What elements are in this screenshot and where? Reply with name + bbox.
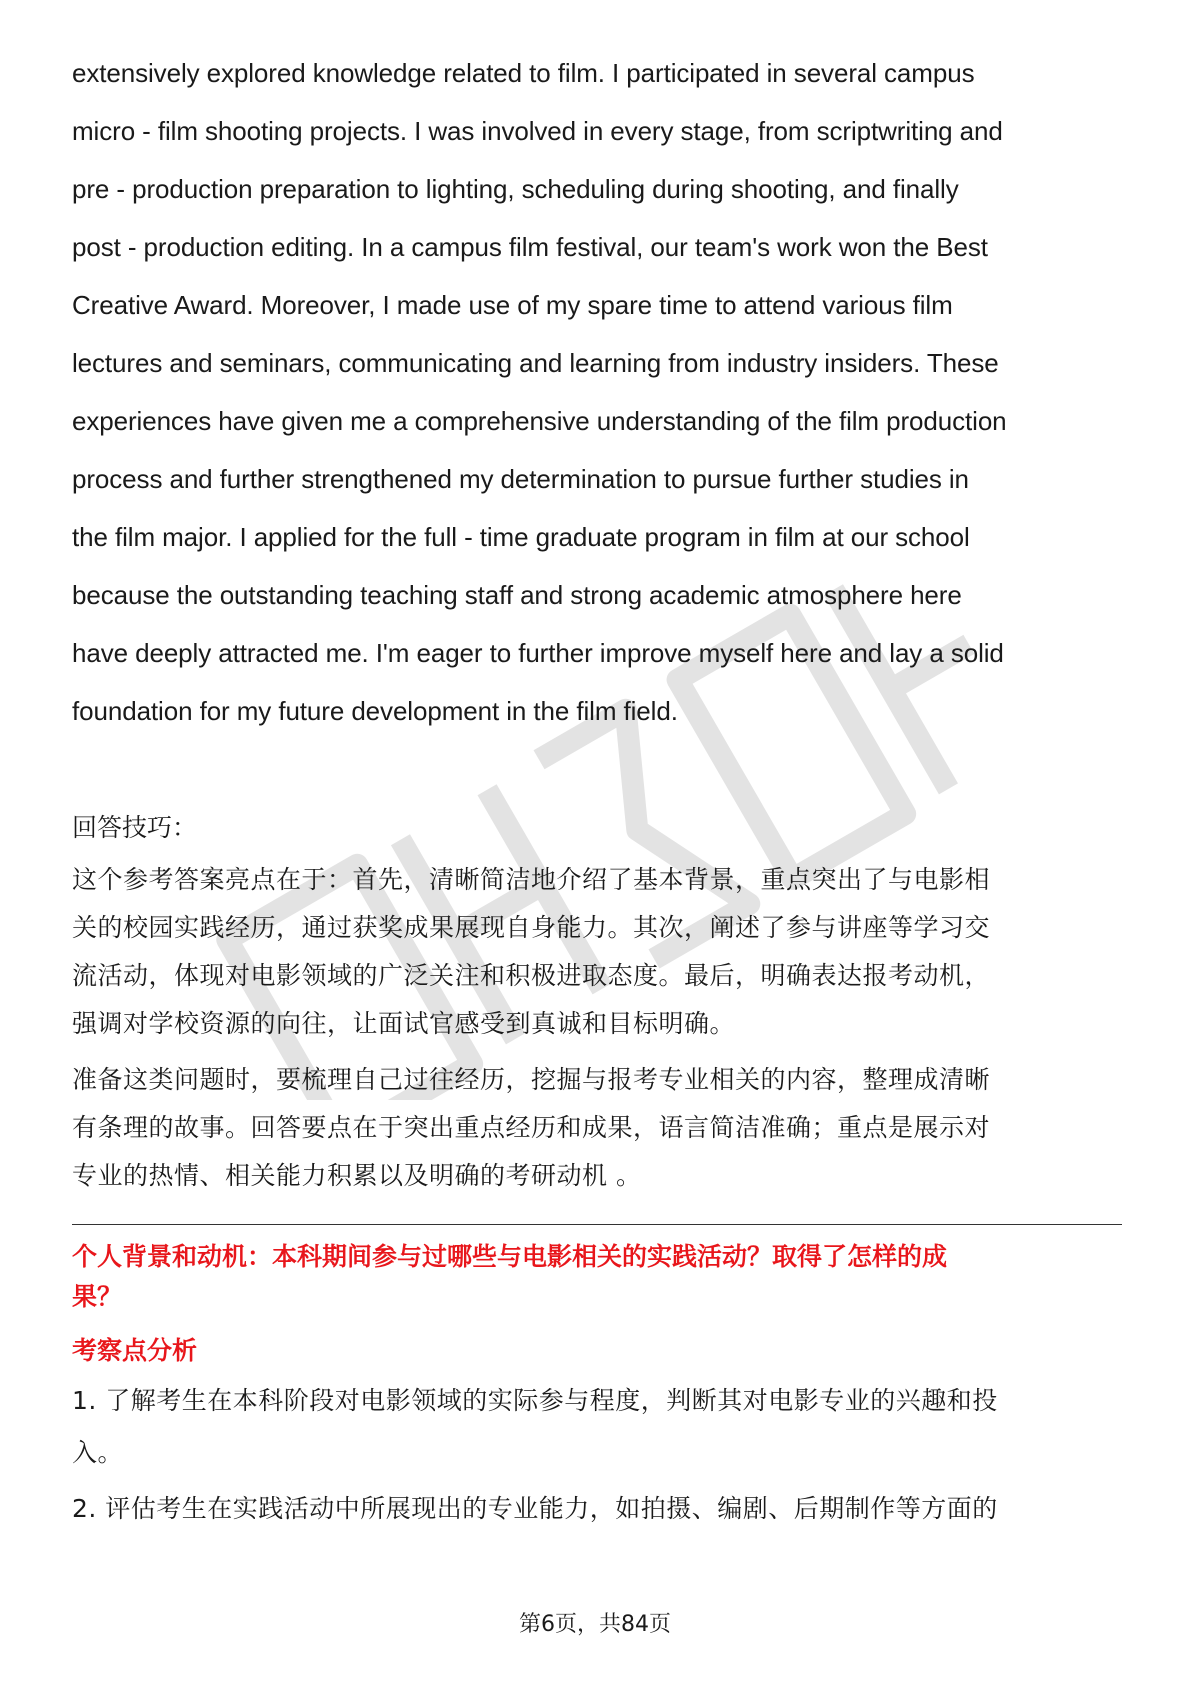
tips-paragraph-1: 这个参考答案亮点在于：首先，清晰简洁地介绍了基本背景，重点突出了与电影相 关的校园实践经历，通过获奖成果展现自身能力。其次，阐述了参与讲座等学习交 流活动，体现对电影领域的广泛关注和积极进取态度。最后，明确表达报考动机， 强调对学校资源的向往，让面试官感受到真诚和目标明确。 xyxy=(72,865,991,1038)
tips-label: 回答技巧： xyxy=(72,813,198,842)
page-indicator: 第6页，共84页 xyxy=(519,1612,671,1637)
analysis-heading: 考察点分析 xyxy=(72,1336,198,1365)
list-item: 1. 了解考生在本科阶段对电影领域的实际参与程度，判断其对电影专业的兴趣和投 入。 xyxy=(72,1386,998,1467)
english-answer-paragraph: extensively explored knowledge related to film. I participated in several campus micro - film shooting projects. I was involved in every stage, from scriptwriting and pre - production preparation to lighting, scheduling during shooting, and finally post - production editing. In a campus film festival, our team's work won the Best Creative Award. Moreover, I made use of my spare time to attend various film lectures and seminars, communicating and learning from industry insiders. These experiences have given me a comprehensive understanding of the film production process and further strengthened my determination to pursue further studies in the film major. I applied for the full - time graduate program in film at our school because the outstanding teaching staff and strong academic atmosphere here have deeply attracted me. I'm eager to further improve myself here and lay a solid foundation for my future development in the film field. xyxy=(72,58,1007,726)
question-title: 个人背景和动机：本科期间参与过哪些与电影相关的实践活动？取得了怎样的成 果？ xyxy=(72,1242,948,1311)
list-item: 2. 评估考生在实践活动中所展现出的专业能力，如拍摄、编剧、后期制作等方面的 xyxy=(72,1494,998,1523)
page-content xyxy=(72,44,1122,1535)
tips-paragraph-2: 准备这类问题时，要梳理自己过往经历，挖掘与报考专业相关的内容，整理成清晰 有条理的故事。回答要点在于突出重点经历和成果，语言简洁准确；重点是展示对 专业的热情、相关能力积累以及明确的考研动机 。 xyxy=(72,1065,991,1190)
section-divider xyxy=(72,1224,1122,1225)
